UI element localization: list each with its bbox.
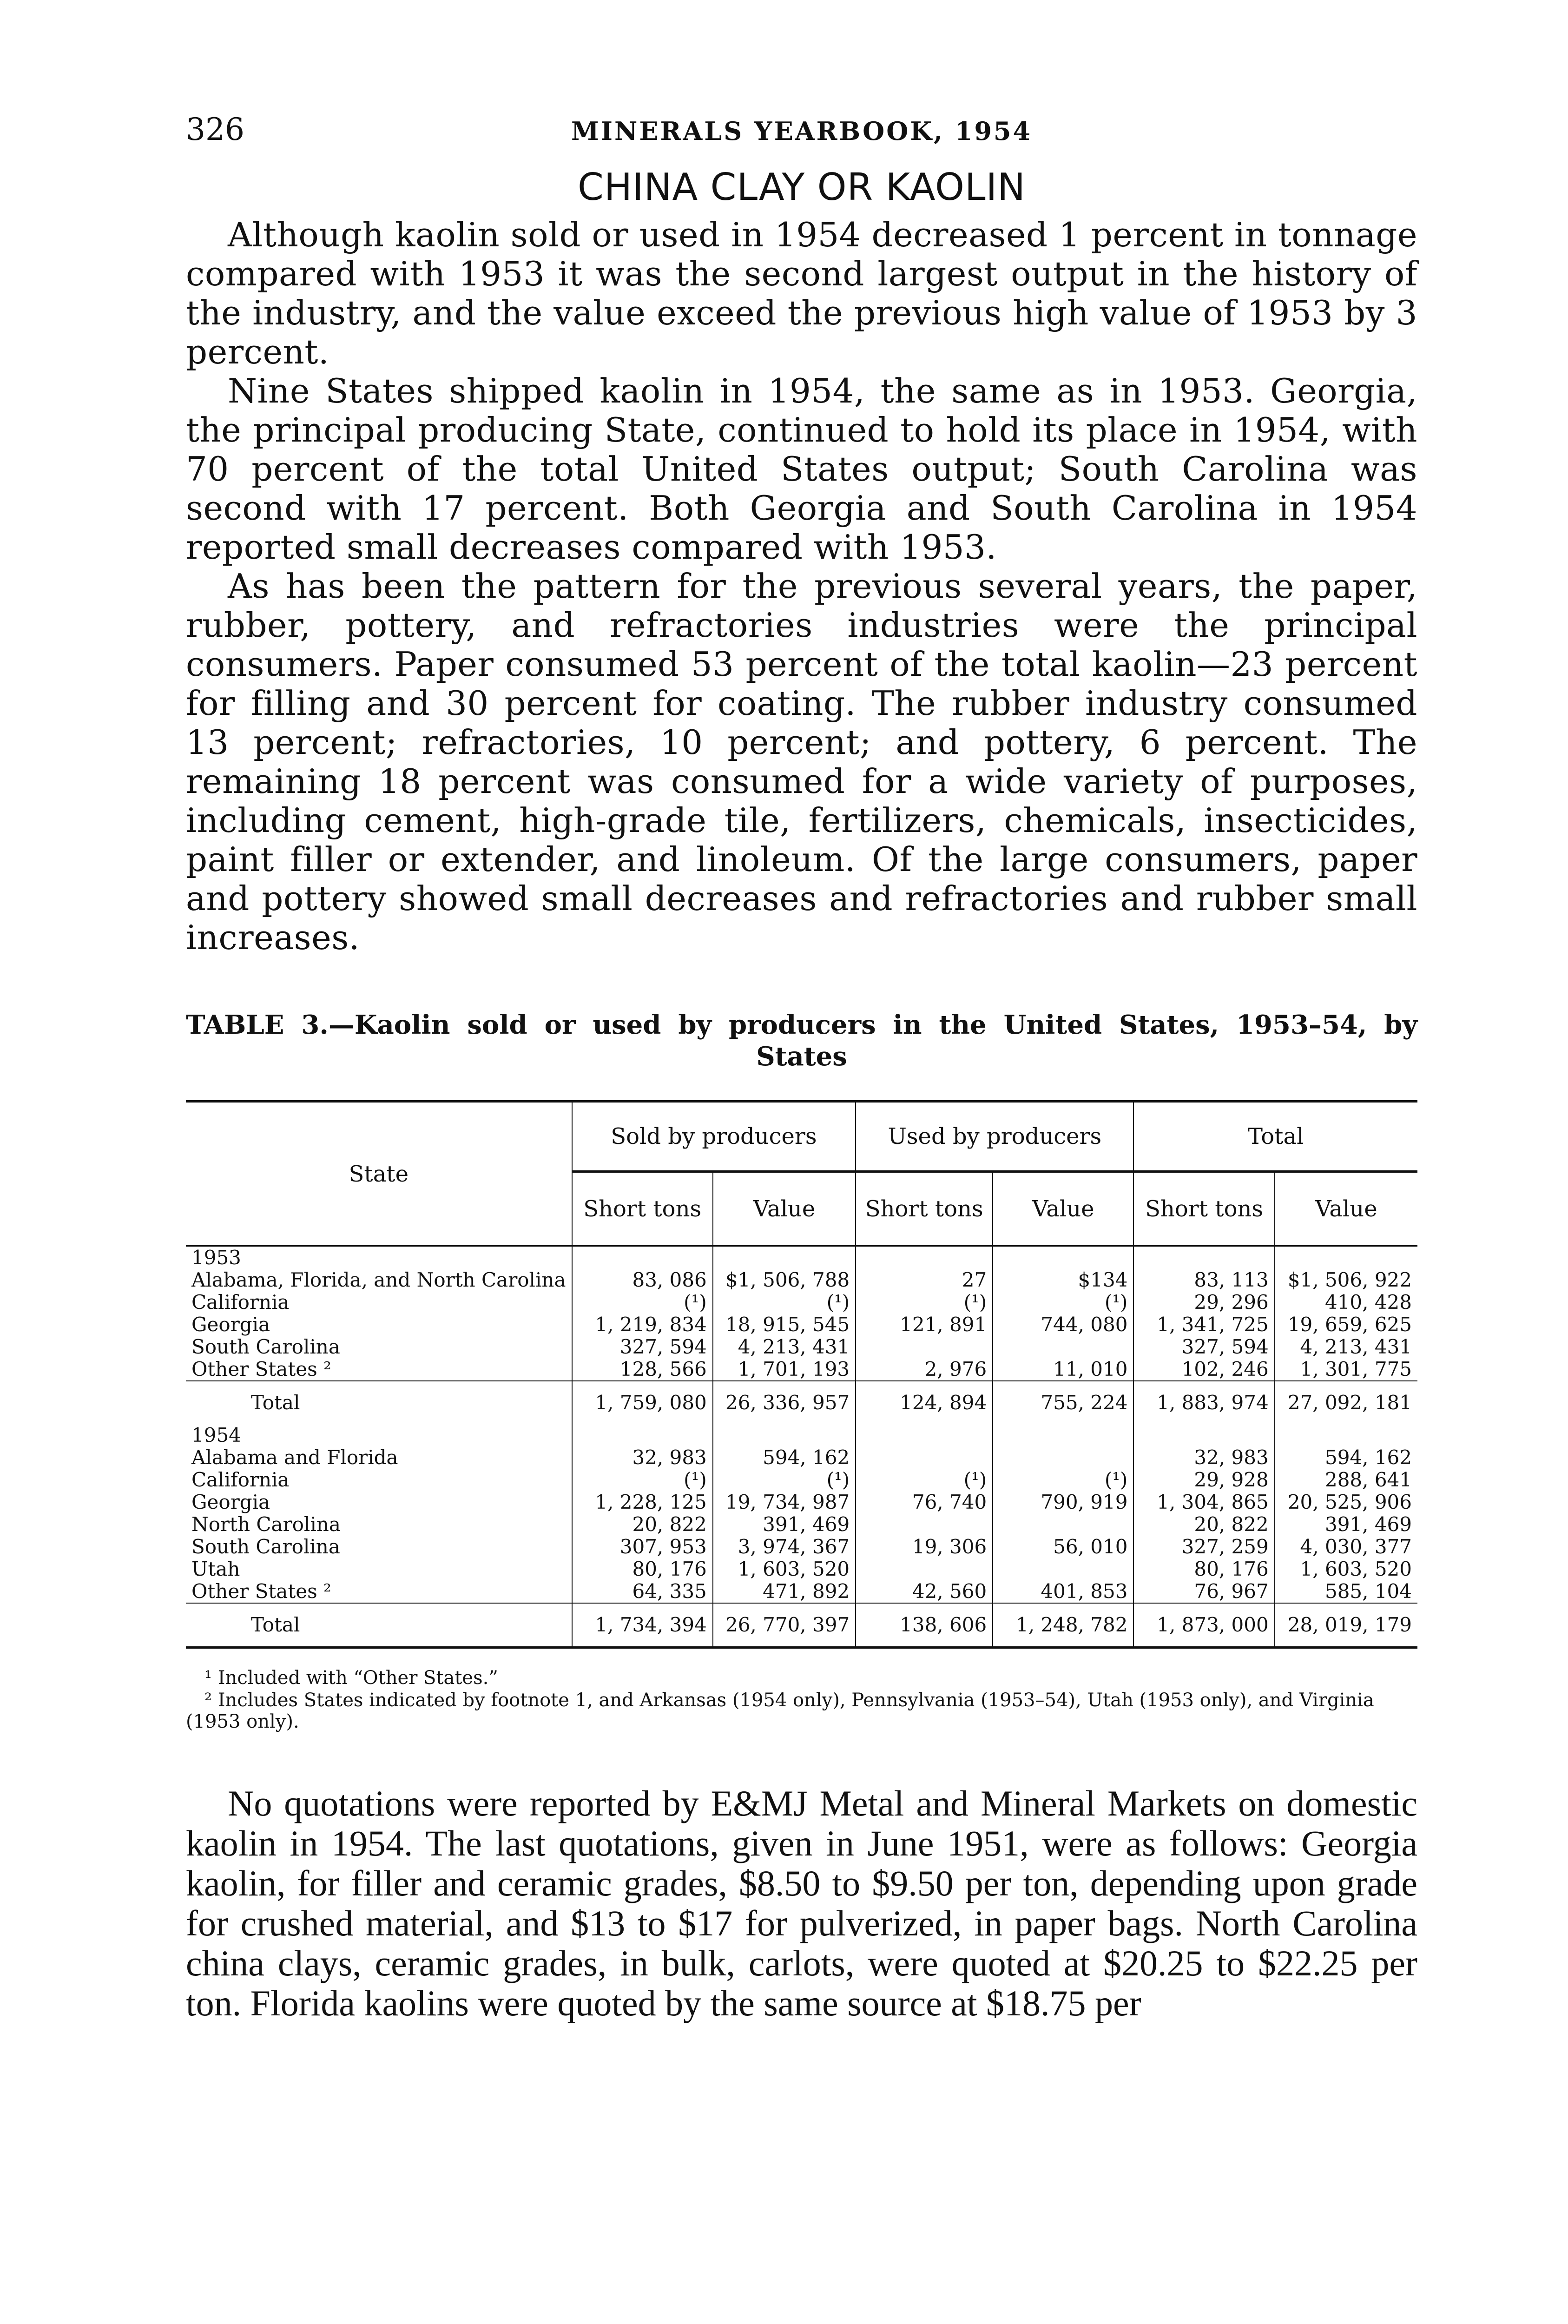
value-cell: 471, 892 <box>713 1580 856 1603</box>
value-cell <box>856 1558 993 1580</box>
value-cell: 327, 594 <box>572 1336 713 1358</box>
closing-paragraph: No quotations were reported by E&MJ Metal and Mineral Markets on domestic kaolin in 1954. The last quotations, given in June 1951, were as follows: Georgia kaolin, for filler and ceramic grades, $8.50 to $9.50 per ton, depending upon grade for crushed material, and $13 to $17 for pulverized, in paper bags. North Carolina china clays, ceramic grades, in bulk, carlots, were quoted at $20.25 to $22.25 per ton. Florida kaolins were quoted by the same source at $18.75 per <box>186 1783 1417 2023</box>
value-cell: 1, 341, 725 <box>1133 1314 1274 1336</box>
total-value-cell: 1, 873, 000 <box>1133 1603 1274 1648</box>
value-cell: 1, 701, 193 <box>713 1358 856 1381</box>
running-title: MINERALS YEARBOOK, 1954 <box>571 116 1033 146</box>
state-name-cell: Other States ² <box>191 1580 331 1603</box>
table-row <box>186 1291 1417 1314</box>
value-cell: 128, 566 <box>572 1358 713 1381</box>
total-value-cell: 124, 894 <box>856 1381 993 1424</box>
empty-cell <box>856 1424 993 1446</box>
total-value-cell: 755, 224 <box>993 1381 1133 1424</box>
value-cell: 307, 953 <box>572 1536 713 1558</box>
state-name-cell: Alabama, Florida, and North Carolina <box>191 1268 566 1291</box>
value-cell: 4, 213, 431 <box>713 1336 856 1358</box>
table-row <box>186 1469 1417 1491</box>
value-cell: (¹) <box>713 1469 856 1491</box>
section-title: CHINA CLAY OR KAOLIN <box>577 165 1026 209</box>
empty-cell <box>572 1246 713 1269</box>
value-cell: $1, 506, 788 <box>713 1269 856 1291</box>
state-name-cell: Alabama and Florida <box>191 1446 398 1469</box>
value-cell <box>856 1513 993 1536</box>
table-row <box>186 1513 1417 1536</box>
table-caption-line-1: TABLE 3.—Kaolin sold or used by producers in the United States, 1953–54, by <box>186 1010 1417 1040</box>
table-row <box>186 1269 1417 1291</box>
value-cell: (¹) <box>993 1291 1133 1314</box>
value-cell: 102, 246 <box>1133 1358 1274 1381</box>
value-cell: 76, 740 <box>856 1491 993 1513</box>
value-cell: (¹) <box>993 1469 1133 1491</box>
state-name-cell: Other States ² <box>191 1358 331 1380</box>
value-cell: (¹) <box>572 1291 713 1314</box>
col-header-value: Value <box>993 1172 1133 1246</box>
value-cell: 19, 734, 987 <box>713 1491 856 1513</box>
state-name-cell: Utah <box>191 1558 240 1580</box>
empty-cell <box>856 1246 993 1269</box>
state-name-cell: Georgia <box>191 1491 270 1513</box>
col-group-used: Used by producers <box>856 1102 1133 1172</box>
value-cell: 80, 176 <box>572 1558 713 1580</box>
table-row <box>186 1491 1417 1513</box>
value-cell: 288, 641 <box>1275 1469 1417 1491</box>
paragraph-1: Although kaolin sold or used in 1954 decreased 1 percent in tonnage compared with 1953 it was the second largest output in the history of the industry, and the value exceed the previous high value of 1953 by 3 percent. <box>186 215 1417 371</box>
col-header-short-tons: Short tons <box>572 1172 713 1246</box>
col-header-short-tons: Short tons <box>856 1172 993 1246</box>
table-row <box>186 1336 1417 1358</box>
value-cell: 29, 296 <box>1133 1291 1274 1314</box>
value-cell <box>993 1513 1133 1536</box>
value-cell: 27 <box>856 1269 993 1291</box>
col-header-value: Value <box>1275 1172 1417 1246</box>
value-cell: 4, 030, 377 <box>1275 1536 1417 1558</box>
total-label: Total <box>186 1603 572 1648</box>
paragraph-2: Nine States shipped kaolin in 1954, the same as in 1953. Georgia, the principal producing State, continued to hold its place in 1954, with 70 percent of the total United States output; South Carolina was second with 17 percent. Both Georgia and South Carolina in 1954 reported small decreases compared with 1953. <box>186 371 1417 567</box>
empty-cell <box>1133 1246 1274 1269</box>
value-cell: 2, 976 <box>856 1358 993 1381</box>
empty-cell <box>713 1246 856 1269</box>
table-caption <box>186 1009 1417 1072</box>
total-value-cell: 1, 883, 974 <box>1133 1381 1274 1424</box>
total-value-cell: 26, 770, 397 <box>713 1603 856 1648</box>
value-cell: 1, 603, 520 <box>713 1558 856 1580</box>
value-cell: 56, 010 <box>993 1536 1133 1558</box>
value-cell: 3, 974, 367 <box>713 1536 856 1558</box>
total-row <box>186 1381 1417 1424</box>
value-cell: 11, 010 <box>993 1358 1133 1381</box>
value-cell: 19, 659, 625 <box>1275 1314 1417 1336</box>
col-group-sold: Sold by producers <box>572 1102 856 1172</box>
table-row <box>186 1536 1417 1558</box>
empty-cell <box>993 1246 1133 1269</box>
value-cell: 594, 162 <box>713 1446 856 1469</box>
value-cell: 32, 983 <box>1133 1446 1274 1469</box>
empty-cell <box>572 1424 713 1446</box>
state-name-cell: South Carolina <box>191 1335 340 1358</box>
value-cell: 790, 919 <box>993 1491 1133 1513</box>
empty-cell <box>1275 1424 1417 1446</box>
total-value-cell: 1, 248, 782 <box>993 1603 1133 1648</box>
empty-cell <box>1133 1424 1274 1446</box>
value-cell: 76, 967 <box>1133 1580 1274 1603</box>
year-row <box>186 1424 1417 1446</box>
total-label: Total <box>186 1381 572 1424</box>
value-cell: 391, 469 <box>713 1513 856 1536</box>
table-body <box>186 1246 1417 1648</box>
value-cell <box>856 1446 993 1469</box>
total-value-cell: 27, 092, 181 <box>1275 1381 1417 1424</box>
year-label: 1954 <box>191 1424 241 1446</box>
value-cell: (¹) <box>572 1469 713 1491</box>
value-cell: 18, 915, 545 <box>713 1314 856 1336</box>
value-cell: 20, 525, 906 <box>1275 1491 1417 1513</box>
value-cell: 83, 086 <box>572 1269 713 1291</box>
value-cell: (¹) <box>713 1291 856 1314</box>
value-cell: 29, 928 <box>1133 1469 1274 1491</box>
footnote-1: ¹ Included with “Other States.” <box>204 1667 498 1689</box>
total-row <box>186 1603 1417 1648</box>
value-cell: 410, 428 <box>1275 1291 1417 1314</box>
table-row <box>186 1314 1417 1336</box>
value-cell: 1, 219, 834 <box>572 1314 713 1336</box>
col-header-state: State <box>186 1102 572 1246</box>
value-cell: 1, 603, 520 <box>1275 1558 1417 1580</box>
table-row <box>186 1558 1417 1580</box>
year-label: 1953 <box>191 1246 241 1269</box>
state-name-cell: Georgia <box>191 1313 270 1336</box>
value-cell: 64, 335 <box>572 1580 713 1603</box>
total-value-cell: 1, 759, 080 <box>572 1381 713 1424</box>
value-cell: 327, 594 <box>1133 1336 1274 1358</box>
value-cell: 20, 822 <box>1133 1513 1274 1536</box>
kaolin-table <box>186 1100 1417 1649</box>
table-row <box>186 1446 1417 1469</box>
value-cell: 1, 304, 865 <box>1133 1491 1274 1513</box>
value-cell: 1, 301, 775 <box>1275 1358 1417 1381</box>
year-row <box>186 1246 1417 1269</box>
value-cell: 1, 228, 125 <box>572 1491 713 1513</box>
running-head <box>186 93 1417 147</box>
table-caption-line-2: States <box>756 1041 847 1072</box>
col-group-total: Total <box>1133 1102 1417 1172</box>
table-row <box>186 1580 1417 1603</box>
value-cell: 20, 822 <box>572 1513 713 1536</box>
state-name-cell: California <box>191 1468 290 1491</box>
value-cell: 83, 113 <box>1133 1269 1274 1291</box>
value-cell: 401, 853 <box>993 1580 1133 1603</box>
value-cell: 121, 891 <box>856 1314 993 1336</box>
value-cell: 391, 469 <box>1275 1513 1417 1536</box>
value-cell: $134 <box>993 1269 1133 1291</box>
state-name-cell: California <box>191 1291 290 1314</box>
empty-cell <box>993 1424 1133 1446</box>
value-cell: 32, 983 <box>572 1446 713 1469</box>
total-value-cell: 138, 606 <box>856 1603 993 1648</box>
page-number: 326 <box>186 112 244 147</box>
total-value-cell: 28, 019, 179 <box>1275 1603 1417 1648</box>
value-cell: 594, 162 <box>1275 1446 1417 1469</box>
total-value-cell: 1, 734, 394 <box>572 1603 713 1648</box>
value-cell: 327, 259 <box>1133 1536 1274 1558</box>
col-header-short-tons: Short tons <box>1133 1172 1274 1246</box>
value-cell: 4, 213, 431 <box>1275 1336 1417 1358</box>
value-cell: 80, 176 <box>1133 1558 1274 1580</box>
page <box>186 93 1417 2060</box>
state-name-cell: North Carolina <box>191 1513 341 1536</box>
value-cell <box>856 1336 993 1358</box>
value-cell: $1, 506, 922 <box>1275 1269 1417 1291</box>
value-cell: 744, 080 <box>993 1314 1133 1336</box>
paragraph-3: As has been the pattern for the previous several years, the paper, rubber, pottery, and refractories industries were the principal consumers. Paper consumed 53 percent of the total kaolin—23 percent for filling and 30 percent for coating. The rubber industry consumed 13 percent; refractories, 10 percent; and pottery, 6 percent. The remaining 18 percent was consumed for a wide variety of purposes, including cement, high-grade tile, fertilizers, chemicals, insecticides, paint filler or extender, and linoleum. Of the large consumers, paper and pottery showed small decreases and refractories and rubber small increases. <box>186 567 1417 957</box>
col-header-value: Value <box>713 1172 856 1246</box>
empty-cell <box>1275 1246 1417 1269</box>
footnotes <box>186 1667 1417 1732</box>
table-row <box>186 1358 1417 1381</box>
value-cell <box>993 1336 1133 1358</box>
value-cell: (¹) <box>856 1291 993 1314</box>
value-cell <box>993 1446 1133 1469</box>
total-value-cell: 26, 336, 957 <box>713 1381 856 1424</box>
state-name-cell: South Carolina <box>191 1535 340 1558</box>
value-cell <box>993 1558 1133 1580</box>
value-cell: 585, 104 <box>1275 1580 1417 1603</box>
value-cell: (¹) <box>856 1469 993 1491</box>
value-cell: 19, 306 <box>856 1536 993 1558</box>
empty-cell <box>713 1424 856 1446</box>
footnote-2: ² Includes States indicated by footnote 1, and Arkansas (1954 only), Pennsylvania (1953–54), Utah (1953 only), and Virginia (1953 only). <box>186 1690 1374 1732</box>
value-cell: 42, 560 <box>856 1580 993 1603</box>
